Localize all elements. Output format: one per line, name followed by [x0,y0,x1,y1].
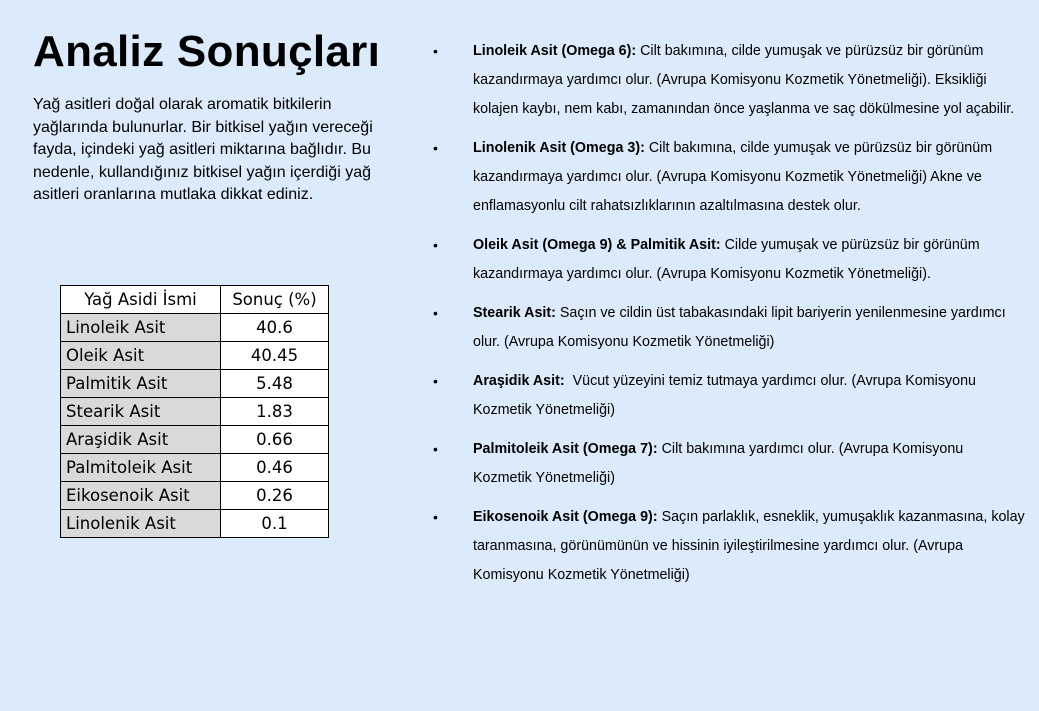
table-row [61,314,329,342]
acid-name-cell: Oleik Asit [61,342,221,370]
acid-name-cell: Linolenik Asit [61,510,221,538]
fatty-acid-results-table [60,285,329,538]
table-row [61,454,329,482]
bullet-icon: • [433,305,438,321]
note-text: Cilt bakımına yardımcı olur. (Avrupa Komisyonu Kozmetik Yönetmeliği) [473,441,964,486]
acid-name-cell: Araşidik Asit [61,426,221,454]
result-value-cell: 0.46 [221,454,329,482]
acid-name-cell: Eikosenoik Asit [61,482,221,510]
fatty-acid-notes-list [430,37,1025,590]
bullet-icon: • [433,373,438,389]
note-term: Linoleik Asit (Omega 6): [473,43,637,59]
note-text: Cilde yumuşak ve pürüzsüz bir görünüm kazandırmaya yardımcı olur. (Avrupa Komisyonu Kozmetik Yönetmeliği). [473,237,980,282]
table-row [61,510,329,538]
list-item [430,367,1025,425]
result-value-cell: 1.83 [221,398,329,426]
list-item [430,299,1025,357]
result-value-cell: 5.48 [221,370,329,398]
intro-paragraph: Yağ asitleri doğal olarak aromatik bitkilerin yağlarında bulunurlar. Bir bitkisel yağın vereceği fayda, içindeki yağ asitleri miktarına bağlıdır. Bu nedenle, kullandığınız bitkisel yağın içerdiği yağ asitleri oranlarına mutlaka dikkat ediniz. [33,96,373,203]
note-term: Linolenik Asit (Omega 3): [473,140,645,156]
note-term: Araşidik Asit: [473,373,565,389]
acid-name-cell: Palmitik Asit [61,370,221,398]
page-title: Analiz Sonuçları [33,27,381,76]
acid-name-cell: Palmitoleik Asit [61,454,221,482]
acid-name-cell: Stearik Asit [61,398,221,426]
result-value-cell: 0.1 [221,510,329,538]
acid-name-cell: Linoleik Asit [61,314,221,342]
table-row [61,426,329,454]
table-row [61,370,329,398]
list-item [430,435,1025,493]
table-row [61,342,329,370]
note-text: Vücut yüzeyini temiz tutmaya yardımcı olur. (Avrupa Komisyonu Kozmetik Yönetmeliği) [473,373,980,418]
bullet-icon: • [433,140,438,156]
table-header-row [61,286,329,314]
column-header-acid-name: Yağ Asidi İsmi [61,286,221,314]
table-row [61,482,329,510]
list-item [430,503,1025,590]
column-header-result: Sonuç (%) [221,286,329,314]
result-value-cell: 40.45 [221,342,329,370]
list-item [430,231,1025,289]
note-term: Eikosenoik Asit (Omega 9): [473,509,658,525]
note-text: Cilt bakımına, cilde yumuşak ve pürüzsüz bir görünüm kazandırmaya yardımcı olur. (Avrupa Komisyonu Kozmetik Yönetmeliği) Akne ve enflamasyonlu cilt rahatsızlıklarının azaltılmasına destek olur. [473,140,993,214]
result-value-cell: 40.6 [221,314,329,342]
note-term: Palmitoleik Asit (Omega 7): [473,441,658,457]
bullet-icon: • [433,441,438,457]
note-term: Stearik Asit: [473,305,556,321]
bullet-icon: • [433,43,438,59]
list-item [430,37,1025,124]
result-value-cell: 0.26 [221,482,329,510]
table-row [61,398,329,426]
note-text: Saçın parlaklık, esneklik, yumuşaklık kazanmasına, kolay taranmasına, görünümünün ve hissinin iyileştirilmesine yardımcı olur. (Avrupa Komisyonu Kozmetik Yönetmeliği) [473,509,1025,583]
list-item [430,134,1025,221]
result-value-cell: 0.66 [221,426,329,454]
bullet-icon: • [433,509,438,525]
note-text: Cilt bakımına, cilde yumuşak ve pürüzsüz bir görünüm kazandırmaya yardımcı olur. (Avrupa Komisyonu Kozmetik Yönetmeliği). Eksikliği kolajen kaybı, nem kabı, zamanından önce yaşlanma ve saç dökülmesine yol açabilir. [473,43,1015,117]
bullet-icon: • [433,237,438,253]
note-text: Saçın ve cildin üst tabakasındaki lipit bariyerin yenilenmesine yardımcı olur. (Avrupa Komisyonu Kozmetik Yönetmeliği) [473,305,1006,350]
note-term: Oleik Asit (Omega 9) & Palmitik Asit: [473,237,721,253]
